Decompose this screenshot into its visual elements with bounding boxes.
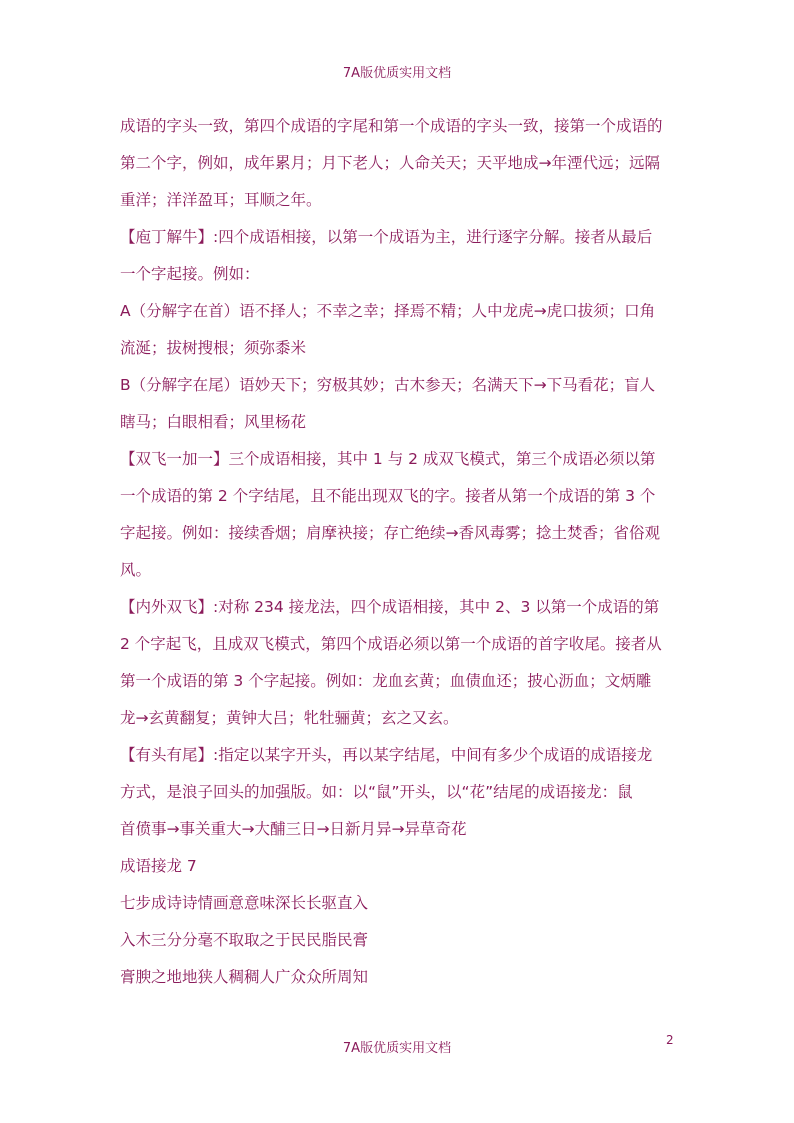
page-footer: 7A版优质实用文档	[342, 1041, 452, 1056]
text-line: 一个字起接。例如：	[120, 265, 260, 283]
text-line: 成语的字头一致，第四个成语的字尾和第一个成语的字头一致，接第一个成语的	[120, 117, 663, 135]
text-line: 【庖丁解牛】:四个成语相接，以第一个成语为主，进行逐字分解。接者从最后	[120, 228, 653, 246]
text-line: 2 个字起飞，且成双飞模式，第四个成语必须以第一个成语的首字收尾。接者从	[120, 635, 662, 653]
text-line: 流涎；拔树搜根；须弥黍米	[120, 339, 307, 357]
text-line: A（分解字在首）语不择人；不幸之幸；择焉不精；人中龙虎→虎口拔须；口角	[120, 302, 656, 320]
text-line: 龙→玄黄翻复；黄钟大吕；牝牡骊黄；玄之又玄。	[120, 709, 459, 727]
page-header: 7A版优质实用文档	[342, 66, 452, 81]
text-line: 字起接。例如：接续香烟；肩摩袂接；存亡绝续→香风毒雾；捻土焚香；省俗观	[120, 524, 660, 542]
text-line: 第一个成语的第 3 个字起接。例如：龙血玄黄；血债血还；披心沥血；文炳雕	[120, 672, 652, 690]
text-line: 七步成诗诗情画意意味深长长驱直入	[120, 894, 369, 912]
text-line: 【有头有尾】:指定以某字开头，再以某字结尾，中间有多少个成语的成语接龙	[120, 746, 653, 764]
text-line: 【内外双飞】:对称 234 接龙法，四个成语相接，其中 2、3 以第一个成语的第	[120, 598, 660, 616]
section-heading: 成语接龙 7	[120, 857, 197, 875]
text-line: 膏腴之地地狭人稠稠人广众众所周知	[120, 968, 369, 986]
page-number: 2	[666, 1033, 674, 1047]
text-line: 一个成语的第 2 个字结尾，且不能出现双飞的字。接者从第一个成语的第 3 个	[120, 487, 656, 505]
text-line: 入木三分分毫不取取之于民民脂民膏	[120, 931, 369, 949]
text-line: 方式，是浪子回头的加强版。如：以“鼠”开头，以“花”结尾的成语接龙：鼠	[120, 783, 633, 801]
text-line: B（分解字在尾）语妙天下；穷极其妙；古木参天；名满天下→下马看花；盲人	[120, 376, 656, 394]
text-line: 【双飞一加一】三个成语相接，其中 1 与 2 成双飞模式，第三个成语必须以第	[120, 450, 656, 468]
text-line: 瞎马；白眼相看；风里杨花	[120, 413, 307, 431]
document-body	[120, 108, 676, 996]
text-line: 第二个字，例如，成年累月；月下老人；人命关天；天平地成→年湮代远；远隔	[120, 154, 660, 172]
text-line: 风。	[120, 561, 152, 579]
text-line: 重洋；洋洋盈耳；耳顺之年。	[120, 191, 322, 209]
text-line: 首偾事→事关重大→大酺三日→日新月异→异草奇花	[120, 820, 467, 838]
